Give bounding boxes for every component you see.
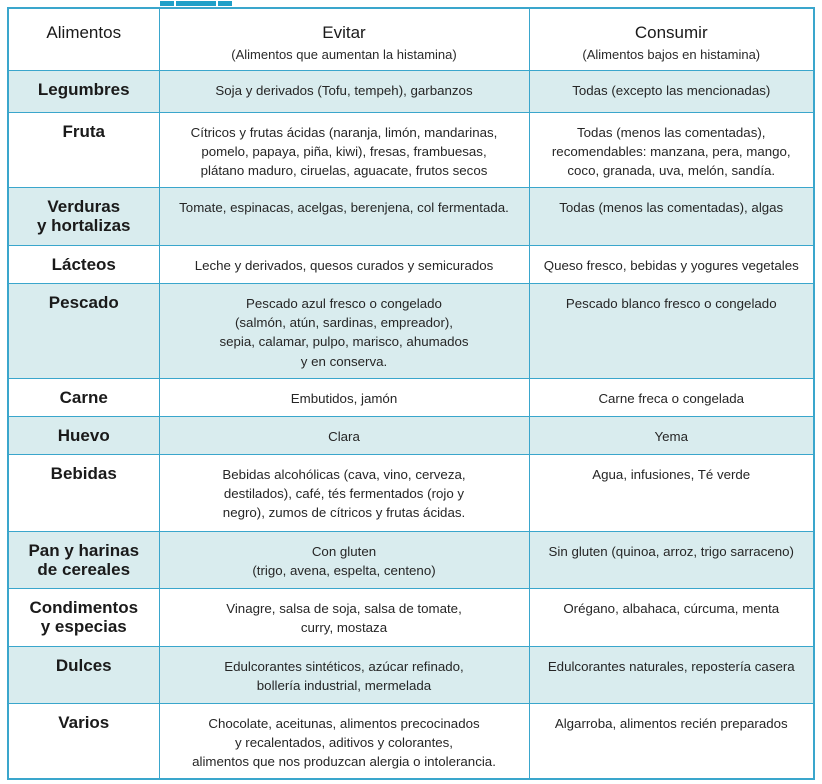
category-cell: Verduras y hortalizas xyxy=(8,188,159,246)
table-row xyxy=(8,284,814,379)
category-cell: Bebidas xyxy=(8,455,159,532)
consume-cell: Orégano, albahaca, cúrcuma, menta xyxy=(529,589,814,647)
header-avoid-subtitle: (Alimentos que aumentan la histamina) xyxy=(231,47,457,62)
avoid-cell: Pescado azul fresco o congelado (salmón, atún, sardinas, empreador), sepia, calamar, pulpo, marisco, ahumados y en conserva. xyxy=(159,284,529,379)
consume-cell: Sin gluten (quinoa, arroz, trigo sarraceno) xyxy=(529,532,814,589)
category-cell: Lácteos xyxy=(8,246,159,284)
avoid-cell: Tomate, espinacas, acelgas, berenjena, col fermentada. xyxy=(159,188,529,246)
consume-cell: Queso fresco, bebidas y yogures vegetales xyxy=(529,246,814,284)
header-avoid xyxy=(159,8,529,71)
cropped-title-fragment xyxy=(160,0,420,6)
avoid-cell: Con gluten (trigo, avena, espelta, centeno) xyxy=(159,532,529,589)
category-cell: Pescado xyxy=(8,284,159,379)
avoid-cell: Embutidos, jamón xyxy=(159,379,529,417)
category-cell: Huevo xyxy=(8,417,159,455)
avoid-cell: Vinagre, salsa de soja, salsa de tomate, curry, mostaza xyxy=(159,589,529,647)
consume-cell: Edulcorantes naturales, repostería casera xyxy=(529,647,814,704)
avoid-cell: Edulcorantes sintéticos, azúcar refinado, bollería industrial, mermelada xyxy=(159,647,529,704)
avoid-cell: Clara xyxy=(159,417,529,455)
table-row xyxy=(8,589,814,647)
header-consume xyxy=(529,8,814,71)
consume-cell: Agua, infusiones, Té verde xyxy=(529,455,814,532)
consume-cell: Pescado blanco fresco o congelado xyxy=(529,284,814,379)
category-cell: Condimentos y especias xyxy=(8,589,159,647)
table-row xyxy=(8,417,814,455)
header-avoid-title: Evitar xyxy=(322,23,366,42)
avoid-cell: Leche y derivados, quesos curados y semicurados xyxy=(159,246,529,284)
consume-cell: Todas (excepto las mencionadas) xyxy=(529,71,814,113)
category-cell: Pan y harinas de cereales xyxy=(8,532,159,589)
category-cell: Legumbres xyxy=(8,71,159,113)
category-cell: Carne xyxy=(8,379,159,417)
consume-cell: Algarroba, alimentos recién preparados xyxy=(529,704,814,779)
table-row xyxy=(8,113,814,188)
table-row xyxy=(8,71,814,113)
table-row xyxy=(8,246,814,284)
category-cell: Fruta xyxy=(8,113,159,188)
table-row xyxy=(8,704,814,779)
table-row xyxy=(8,532,814,589)
category-cell: Varios xyxy=(8,704,159,779)
table-row xyxy=(8,455,814,532)
avoid-cell: Bebidas alcohólicas (cava, vino, cerveza, destilados), café, tés fermentados (rojo y negro), zumos de cítricos y frutas ácidas. xyxy=(159,455,529,532)
consume-cell: Yema xyxy=(529,417,814,455)
header-consume-title: Consumir xyxy=(634,23,708,42)
header-consume-subtitle: (Alimentos bajos en histamina) xyxy=(582,47,761,62)
header-food: Alimentos xyxy=(8,8,159,71)
consume-cell: Todas (menos las comentadas), recomendables: manzana, pera, mango, coco, granada, uva, melón, sandía. xyxy=(529,113,814,188)
avoid-cell: Soja y derivados (Tofu, tempeh), garbanzos xyxy=(159,71,529,113)
category-cell: Dulces xyxy=(8,647,159,704)
table-row xyxy=(8,379,814,417)
table-row xyxy=(8,188,814,246)
consume-cell: Carne freca o congelada xyxy=(529,379,814,417)
table-header-row xyxy=(8,8,814,71)
histamine-food-table xyxy=(7,7,815,780)
avoid-cell: Chocolate, aceitunas, alimentos precocinados y recalentados, aditivos y colorantes, alimentos que nos produzcan alergia o intolerancia. xyxy=(159,704,529,779)
table-row xyxy=(8,647,814,704)
avoid-cell: Cítricos y frutas ácidas (naranja, limón, mandarinas, pomelo, papaya, piña, kiwi), fresas, frambuesas, plátano maduro, ciruelas, aguacate, frutos secos xyxy=(159,113,529,188)
consume-cell: Todas (menos las comentadas), algas xyxy=(529,188,814,246)
